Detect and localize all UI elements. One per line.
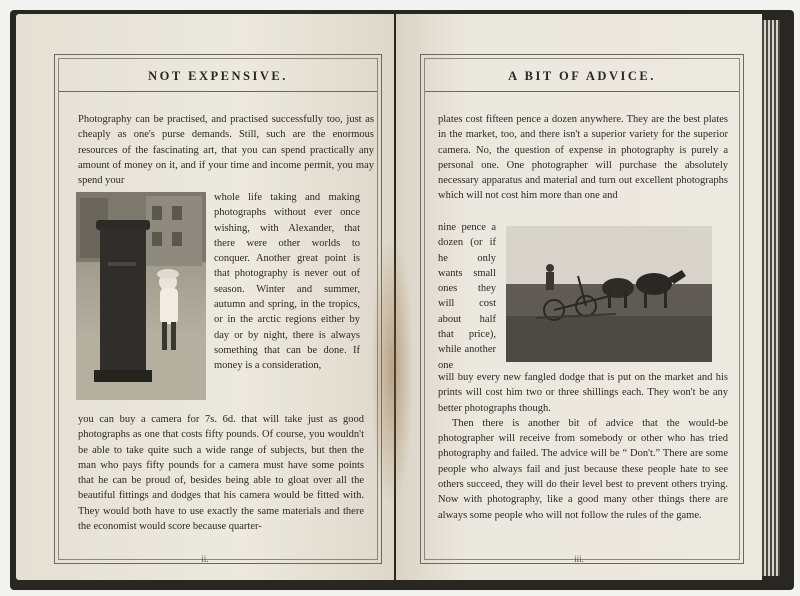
right-text-top: plates cost fifteen pence a dozen anywhere. They are the best plates in the market, too, and there isn't a superior variety for the superior camera. No, the question of expense in photography is purely a personal one. One photographer will purchase the absolutely necessary apparatus and material and turn out excellent photographs which will not cost him more than one and <box>438 114 728 202</box>
left-running-head: NOT EXPENSIVE. <box>148 69 288 83</box>
horses-photo-svg <box>506 226 712 362</box>
right-text-bottom-2: Then there is another bit of advice that the would-be photographer will receive from somebody or other who has tried photography and failed. The advice will be “ Don't.” There are some people who always fail and just because these people hate to see others succeed, they will do their level best to prevent others trying. Now with photography, like a good many other things there are always some people who will not follow the rules of the game. <box>438 417 728 521</box>
right-paragraph-top <box>438 112 728 204</box>
horses-mower-field-photo <box>506 226 712 362</box>
left-head-rule <box>59 91 377 92</box>
left-paragraph-bottom <box>78 412 364 534</box>
left-text-wrap: whole life taking and making photographs without ever once wishing, with Alexander, that there were other worlds to conquer. Another great point is that photography is never out of season. Winter and summer, autumn and spring, in the tropics, or in the arctic regions either by day or by night, there is always something that can be done. If money is a consideration, <box>214 192 360 372</box>
left-paragraph-top <box>78 112 374 188</box>
right-running-head: A BIT OF ADVICE. <box>508 69 656 83</box>
left-page <box>16 14 394 580</box>
page-edges <box>762 20 780 576</box>
right-paragraph-wrap <box>438 220 496 373</box>
right-text-wrap: nine pence a dozen (or if he only wants small ones they will cost about half that price), while another one <box>438 222 496 371</box>
left-text-bottom: you can buy a camera for 7s. 6d. that will take just as good photographs as one that costs fifty pounds. Of course, you wouldn't be able to take quite such a wide range of subjects, but then the man who pays fifty pounds for a camera must have some points that he can be proud of, besides being able to gloat over all the beautiful fittings and dodges that his camera would be fitted with. They would both have to use exactly the same materials and there the economist would score because quarter- <box>78 414 364 533</box>
right-head-rule <box>425 91 739 92</box>
left-paragraph-wrap <box>214 190 360 374</box>
right-paragraph-bottom <box>438 370 728 523</box>
child-by-pillar-box-photo <box>76 192 206 400</box>
left-page-number: ii. <box>201 554 209 564</box>
pillar-box-photo-svg <box>76 192 206 400</box>
right-page <box>396 14 762 580</box>
right-text-bottom-1: will buy every new fangled dodge that is put on the market and his prints will cost him two or three shillings each. They won't be any better photographs though. <box>438 372 728 414</box>
left-text-top: Photography can be practised, and practised successfully too, just as cheaply as one's purse demands. Still, such are the enormous resources of the fascinating art, that you can spend practically any amount of money on it, and if your time and income permit, you may spend your <box>78 114 374 187</box>
right-page-number: iii. <box>574 554 584 564</box>
